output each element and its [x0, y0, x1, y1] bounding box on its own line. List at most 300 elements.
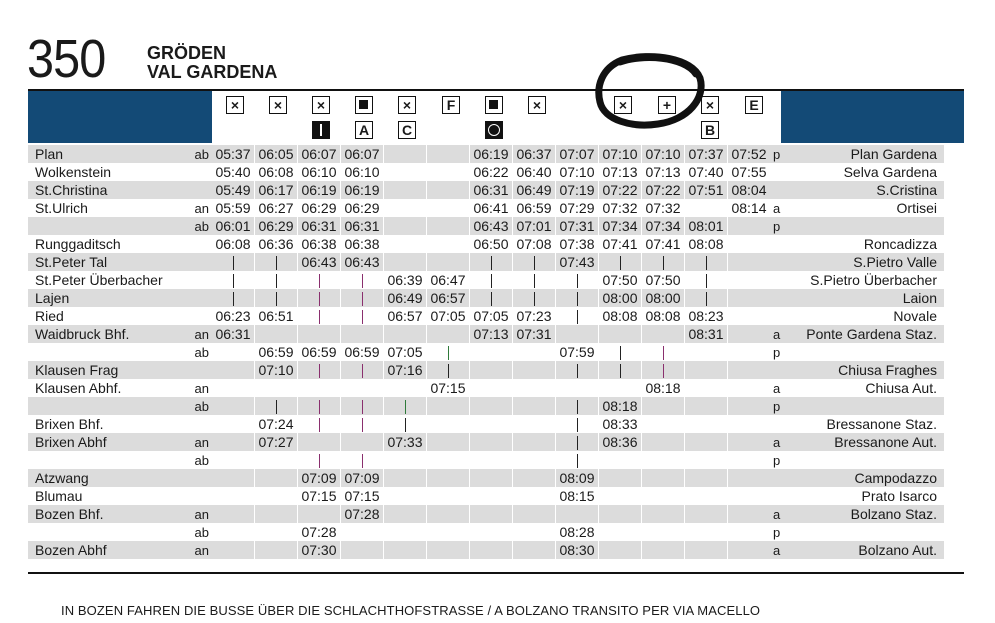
stop-name-de: Bozen Bhf.: [28, 505, 188, 523]
departure-time: [685, 469, 727, 487]
departure-time: 06:38: [301, 236, 337, 252]
departure-time: [556, 505, 598, 523]
pass-through-marker: [534, 256, 535, 270]
pass-through-marker: [577, 418, 578, 432]
pass-through-marker: [663, 346, 664, 360]
direction-label: [188, 415, 212, 433]
departure-time: 08:01: [685, 217, 727, 235]
departure-time: [599, 541, 641, 559]
departure-time: 06:19: [298, 181, 340, 199]
departure-time: [255, 487, 297, 505]
departure-time: 07:09: [341, 469, 383, 487]
departure-time: 07:32: [645, 200, 681, 216]
pass-through-marker: [491, 292, 492, 306]
arrival-departure-flag: [770, 307, 792, 325]
departure-time: 06:59: [301, 344, 337, 360]
departure-time: 06:10: [301, 164, 337, 180]
stop-name-it: S.Pietro Überbacher: [810, 272, 937, 288]
pass-through-marker: [319, 274, 320, 288]
route-title: [147, 44, 277, 82]
departure-time: 06:57: [427, 289, 469, 307]
departure-time: 07:09: [298, 469, 340, 487]
departure-time: [384, 217, 426, 235]
stop-name-de: [28, 217, 188, 235]
direction-label: ab: [194, 452, 209, 468]
stop-name-it: [792, 523, 944, 541]
departure-time: 06:19: [470, 145, 512, 163]
departure-time: 06:27: [258, 200, 294, 216]
departure-time: [728, 325, 770, 343]
departure-time: [728, 433, 770, 451]
arrival-departure-flag: p: [770, 145, 792, 163]
departure-time: [728, 271, 770, 289]
symbol-label: ×: [528, 96, 546, 114]
departure-time: [341, 451, 383, 469]
arrival-departure-flag: a: [770, 505, 792, 523]
departure-time: [384, 469, 426, 487]
departure-time: [212, 505, 254, 523]
departure-time: [470, 505, 512, 523]
route-title-de: GRÖDEN: [147, 43, 227, 63]
departure-time: [341, 415, 383, 433]
departure-time: 07:15: [344, 488, 380, 504]
departure-time: 07:05: [387, 344, 423, 360]
departure-time: [341, 289, 383, 307]
table-row: [28, 379, 944, 397]
direction-label: an: [188, 325, 212, 343]
arrival-departure-flag: p: [770, 397, 792, 415]
table-row: [28, 415, 944, 433]
departure-time: [341, 397, 383, 415]
pass-through-marker: [577, 436, 578, 450]
departure-time: 07:40: [688, 164, 724, 180]
departure-time: 06:43: [298, 253, 340, 271]
departure-time: [556, 361, 598, 379]
departure-time: [341, 541, 383, 559]
pass-through-marker: [577, 292, 578, 306]
departure-time: 08:28: [559, 524, 595, 540]
departure-time: [298, 451, 340, 469]
pass-through-marker: [319, 400, 320, 414]
departure-time: 08:23: [688, 308, 724, 324]
stop-name-it: S.Pietro Valle: [792, 253, 944, 271]
departure-time: [599, 361, 641, 379]
departure-time: 05:49: [212, 181, 254, 199]
departure-time: [384, 415, 426, 433]
departure-time: 06:37: [513, 145, 555, 163]
stop-name-de: Wolkenstein: [35, 164, 112, 180]
departure-time: [298, 505, 340, 523]
direction-label: an: [194, 380, 209, 396]
table-row: [28, 145, 944, 163]
departure-time: [642, 397, 684, 415]
departure-time: 06:47: [430, 272, 466, 288]
departure-time: [642, 361, 684, 379]
departure-time: 08:08: [602, 308, 638, 324]
table-row: [28, 361, 944, 379]
departure-time: 06:23: [215, 308, 251, 324]
departure-time: [384, 451, 426, 469]
direction-label: [188, 271, 212, 289]
departure-time: [556, 379, 598, 397]
stop-name-de: Blumau: [35, 488, 83, 504]
departure-time: [728, 451, 770, 469]
pass-through-marker: [362, 364, 363, 378]
stop-name-it: Bressanone Aut.: [792, 433, 944, 451]
departure-time: [642, 415, 684, 433]
departure-time: 07:05: [430, 308, 466, 324]
arrival-departure-flag: [770, 235, 792, 253]
departure-time: 06:08: [258, 164, 294, 180]
symbol-filled-square-icon: [355, 96, 373, 114]
arrival-departure-flag: a: [770, 325, 792, 343]
arrival-departure-flag: [770, 361, 792, 379]
departure-time: [599, 379, 641, 397]
departure-time: [599, 451, 641, 469]
arrival-departure-flag: a: [773, 380, 781, 396]
pass-through-marker: [362, 454, 363, 468]
departure-time: 07:13: [470, 325, 512, 343]
departure-time: [384, 523, 426, 541]
table-row: [28, 163, 944, 181]
departure-time: 08:36: [599, 433, 641, 451]
departure-time: [427, 523, 469, 541]
symbol-label: ×: [226, 96, 244, 114]
departure-time: [298, 379, 340, 397]
direction-label: [188, 487, 212, 505]
departure-time: [728, 541, 770, 559]
pass-through-marker: [577, 454, 578, 468]
departure-time: [685, 451, 727, 469]
departure-time: [728, 217, 770, 235]
departure-time: [470, 523, 512, 541]
departure-time: 07:24: [258, 416, 294, 432]
departure-time: [341, 271, 383, 289]
pass-through-marker: [577, 274, 578, 288]
departure-time: [513, 541, 555, 559]
departure-time: [642, 325, 684, 343]
departure-time: [470, 343, 512, 361]
departure-time: 07:10: [642, 145, 684, 163]
departure-time: [685, 433, 727, 451]
departure-time: [255, 541, 297, 559]
departure-time: [642, 433, 684, 451]
stop-name-de: St.Peter Tal: [28, 253, 188, 271]
departure-time: 06:19: [341, 181, 383, 199]
departure-time: [341, 325, 383, 343]
direction-label: [188, 181, 212, 199]
stop-name-it: [792, 343, 944, 361]
departure-time: [298, 433, 340, 451]
stop-name-it: Ponte Gardena Staz.: [792, 325, 944, 343]
departure-time: [384, 163, 426, 181]
departure-time: [642, 505, 684, 523]
direction-label: [188, 307, 212, 325]
stop-name-it: [792, 451, 944, 469]
pass-through-marker: [405, 400, 406, 414]
departure-time: [255, 451, 297, 469]
departure-time: 07:08: [516, 236, 552, 252]
departure-time: [427, 343, 469, 361]
direction-label: ab: [188, 217, 212, 235]
symbol-label: B: [701, 121, 719, 139]
pass-through-marker: [448, 346, 449, 360]
header-band-left: [28, 91, 212, 143]
departure-time: [728, 505, 770, 523]
departure-time: [728, 235, 770, 253]
departure-time: 06:50: [473, 236, 509, 252]
departure-time: [642, 523, 684, 541]
departure-time: [728, 523, 770, 541]
direction-label: an: [188, 541, 212, 559]
departure-time: 07:34: [599, 217, 641, 235]
departure-time: [599, 325, 641, 343]
departure-time: [384, 145, 426, 163]
departure-time: 07:50: [602, 272, 638, 288]
pass-through-marker: [620, 364, 621, 378]
departure-time: [599, 487, 641, 505]
departure-time: [728, 469, 770, 487]
symbol-label: E: [745, 96, 763, 114]
pass-through-marker: [319, 418, 320, 432]
departure-time: [470, 469, 512, 487]
departure-time: [427, 163, 469, 181]
departure-time: [427, 469, 469, 487]
departure-time: 08:08: [645, 308, 681, 324]
departure-time: 07:22: [642, 181, 684, 199]
departure-time: [556, 307, 598, 325]
stop-name-it: Prato Isarco: [861, 488, 937, 504]
departure-time: 07:15: [430, 380, 466, 396]
departure-time: [384, 181, 426, 199]
pass-through-marker: [362, 292, 363, 306]
departure-time: 07:01: [513, 217, 555, 235]
departure-time: [255, 469, 297, 487]
departure-time: 06:51: [258, 308, 294, 324]
departure-time: [298, 271, 340, 289]
pass-through-marker: [319, 454, 320, 468]
departure-time: 07:10: [255, 361, 297, 379]
arrival-departure-flag: a: [770, 541, 792, 559]
departure-time: [212, 397, 254, 415]
departure-time: [599, 523, 641, 541]
departure-time: [470, 487, 512, 505]
arrival-departure-flag: a: [770, 433, 792, 451]
departure-time: [685, 343, 727, 361]
departure-time: 08:00: [642, 289, 684, 307]
departure-time: [341, 433, 383, 451]
footnote: IN BOZEN FAHREN DIE BUSSE ÜBER DIE SCHLACHTHOFSTRASSE / A BOLZANO TRANSITO PER VIA MACELLO: [61, 603, 761, 618]
departure-time: 07:05: [473, 308, 509, 324]
departure-time: [470, 253, 512, 271]
departure-time: [427, 235, 469, 253]
pass-through-marker: [577, 310, 578, 324]
stop-name-de: St.Peter Überbacher: [35, 272, 163, 288]
departure-time: [513, 379, 555, 397]
departure-time: [255, 253, 297, 271]
departure-time: [212, 289, 254, 307]
departure-time: [470, 415, 512, 433]
departure-time: [513, 253, 555, 271]
departure-time: [685, 397, 727, 415]
stop-name-it: Bressanone Staz.: [826, 416, 937, 432]
departure-time: 07:22: [599, 181, 641, 199]
departure-time: 07:28: [341, 505, 383, 523]
stop-name-it: Bolzano Staz.: [792, 505, 944, 523]
departure-time: [513, 397, 555, 415]
departure-time: [255, 289, 297, 307]
direction-label: [188, 289, 212, 307]
route-title-it: VAL GARDENA: [147, 62, 278, 82]
departure-time: [728, 415, 770, 433]
stop-name-it: Ortisei: [896, 200, 937, 216]
departure-time: [384, 199, 426, 217]
departure-time: 07:30: [298, 541, 340, 559]
departure-time: [513, 505, 555, 523]
departure-time: 06:07: [298, 145, 340, 163]
bottom-rule: [28, 572, 964, 574]
symbol-label: ×: [701, 96, 719, 114]
table-row: [28, 469, 944, 487]
stop-name-de: Brixen Abhf: [28, 433, 188, 451]
departure-time: 07:29: [559, 200, 595, 216]
direction-label: an: [188, 505, 212, 523]
table-row: [28, 271, 944, 289]
departure-time: 07:33: [384, 433, 426, 451]
departure-time: [255, 271, 297, 289]
departure-time: 07:23: [516, 308, 552, 324]
direction-label: [188, 235, 212, 253]
departure-time: 05:59: [215, 200, 251, 216]
symbol-label: ×: [398, 96, 416, 114]
arrival-departure-flag: p: [770, 217, 792, 235]
departure-time: [212, 343, 254, 361]
departure-time: [728, 253, 770, 271]
departure-time: 06:10: [344, 164, 380, 180]
pass-through-marker: [706, 292, 707, 306]
departure-time: 07:13: [645, 164, 681, 180]
departure-time: [427, 541, 469, 559]
departure-time: [556, 271, 598, 289]
departure-time: [470, 379, 512, 397]
departure-time: [212, 433, 254, 451]
departure-time: [298, 307, 340, 325]
departure-time: [513, 289, 555, 307]
departure-time: [255, 523, 297, 541]
departure-time: [427, 433, 469, 451]
direction-label: ab: [188, 145, 212, 163]
departure-time: [513, 487, 555, 505]
departure-time: [556, 325, 598, 343]
pass-through-marker: [491, 256, 492, 270]
pass-through-marker: [362, 400, 363, 414]
pass-through-marker: [577, 400, 578, 414]
table-row: [28, 253, 944, 271]
departure-time: 06:59: [516, 200, 552, 216]
departure-time: 07:34: [642, 217, 684, 235]
departure-time: 07:27: [255, 433, 297, 451]
pass-through-marker: [491, 274, 492, 288]
departure-time: [685, 487, 727, 505]
departure-time: [427, 415, 469, 433]
table-row: [28, 523, 944, 541]
departure-time: [685, 415, 727, 433]
pass-through-marker: [276, 400, 277, 414]
departure-time: 07:07: [556, 145, 598, 163]
pass-through-marker: [362, 418, 363, 432]
departure-time: [728, 379, 770, 397]
departure-time: [427, 145, 469, 163]
arrival-departure-flag: p: [773, 452, 781, 468]
departure-time: 07:52: [728, 145, 770, 163]
departure-time: [427, 217, 469, 235]
departure-time: 06:29: [344, 200, 380, 216]
departure-time: [599, 253, 641, 271]
departure-time: [642, 487, 684, 505]
stop-name-it: Selva Gardena: [843, 164, 937, 180]
departure-time: [212, 541, 254, 559]
departure-time: [212, 379, 254, 397]
departure-time: [470, 541, 512, 559]
departure-time: [212, 451, 254, 469]
departure-time: [470, 271, 512, 289]
pass-through-marker: [233, 274, 234, 288]
symbol-circle-icon: [485, 121, 503, 139]
departure-time: [599, 343, 641, 361]
departure-time: 07:55: [731, 164, 767, 180]
table-row: [28, 451, 944, 469]
stop-name-de: St.Ulrich: [35, 200, 88, 216]
departure-time: [212, 361, 254, 379]
table-row: [28, 217, 944, 235]
departure-time: [599, 505, 641, 523]
departure-time: 07:43: [556, 253, 598, 271]
table-row: [28, 397, 944, 415]
departure-time: 06:05: [255, 145, 297, 163]
departure-time: [212, 523, 254, 541]
departure-time: 06:22: [473, 164, 509, 180]
departure-time: [642, 451, 684, 469]
departure-time: [470, 433, 512, 451]
pass-through-marker: [276, 256, 277, 270]
departure-time: [427, 199, 469, 217]
departure-time: [685, 505, 727, 523]
departure-time: [685, 361, 727, 379]
arrival-departure-flag: [770, 469, 792, 487]
departure-time: [685, 253, 727, 271]
departure-time: [728, 343, 770, 361]
departure-time: [298, 397, 340, 415]
departure-time: [513, 343, 555, 361]
stop-name-it: Plan Gardena: [792, 145, 944, 163]
departure-time: 07:38: [559, 236, 595, 252]
departure-time: [298, 415, 340, 433]
pass-through-marker: [620, 346, 621, 360]
arrival-departure-flag: [770, 253, 792, 271]
stop-name-de: Plan: [28, 145, 188, 163]
departure-time: [642, 253, 684, 271]
departure-time: [384, 379, 426, 397]
departure-time: 07:50: [645, 272, 681, 288]
table-row: [28, 505, 944, 523]
departure-time: [599, 469, 641, 487]
stop-name-de: St.Christina: [28, 181, 188, 199]
symbol-label: ×: [312, 96, 330, 114]
departure-time: [298, 361, 340, 379]
departure-time: 07:31: [513, 325, 555, 343]
arrival-departure-flag: a: [773, 200, 781, 216]
departure-time: [341, 523, 383, 541]
